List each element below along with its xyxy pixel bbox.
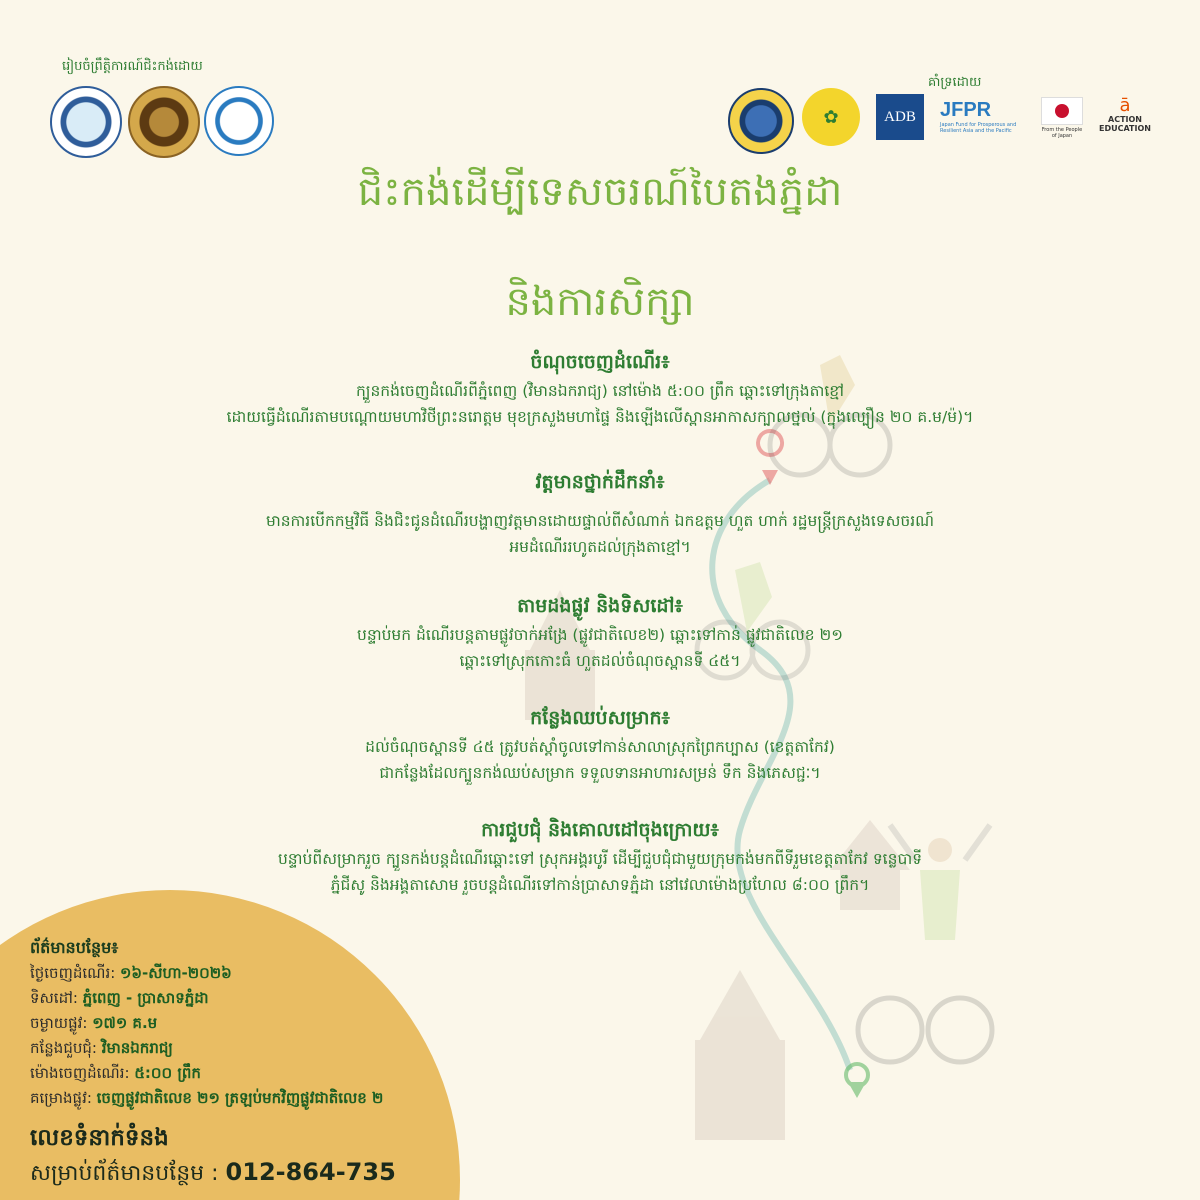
info-value: ១៦-សីហា-២០២៦ (120, 964, 232, 982)
section-leadership (60, 470, 1140, 560)
info-value: ១៧១ គ.ម (92, 1014, 158, 1032)
green-tourism-logo: ✿ (802, 88, 860, 146)
section-line: ភ្នំជីសូ និងអង្គតាសោម រួចបន្តដំណើរទៅកាន់ប្រាសាទភ្នំដា នៅវេលាម៉ោងប្រហែល ៨:០០ ព្រឹក។ (330, 876, 870, 894)
info-label: កន្លែងជួបជុំ: (30, 1039, 102, 1057)
organizer-label: រៀបចំព្រឹត្តិការណ៍ជិះកង់ដោយ (62, 59, 203, 74)
japan-flag-icon (1055, 104, 1069, 118)
section-line: ឆ្ពោះទៅស្រុកកោះធំ ហួតដល់ចំណុចស្ពានទី ៤៥។ (459, 652, 741, 670)
info-title: ព័ត៌មានបន្ថែម៖ (30, 938, 119, 957)
action-education-icon: ā (1119, 95, 1131, 116)
jfpr-logo-text: JFPR (940, 98, 992, 121)
organizer-logo-1 (50, 86, 122, 158)
info-row-meeting-point (30, 1039, 173, 1061)
section-departure (60, 350, 1140, 430)
info-label: ថ្ងៃចេញដំណើរ: (30, 964, 121, 982)
info-row-distance (30, 1014, 157, 1036)
info-value: វិមានឯករាជ្យ (101, 1039, 173, 1057)
info-row-destination (30, 989, 209, 1011)
organizer-logo-3 (204, 86, 274, 156)
section-final-destination (60, 818, 1140, 898)
section-line: ជាកន្លែងដែលក្បួនកង់ឈប់សម្រាក ទទួលទានអាហារសម្រន់ ទឹក និងភេសជ្ជៈ។ (379, 764, 821, 782)
contact-phone[interactable]: 012-864-735 (225, 1158, 396, 1186)
info-row-date (30, 964, 232, 986)
organizer-logo-2 (128, 86, 200, 158)
section-line: មានការបើកកម្មវិធី និងជិះជូនដំណើរបង្ហាញវត្តមានដោយផ្ទាល់ពីសំណាក់ ឯកឧត្តម ហួត ហាក់ រដ្ឋមន្ត្រីក្រសួងទេសចរណ៍ (265, 512, 935, 530)
contact-label: សម្រាប់ព័ត៌មានបន្ថែម : (30, 1161, 219, 1186)
jfpr-logo-subtext: Japan Fund for Prosperous and Resilient Asia and the Pacific (940, 121, 1017, 134)
info-label: ទិសដៅ: (30, 989, 83, 1007)
section-line: ដល់ចំណុចស្ពានទី ៤៥ ត្រូវបត់ស្តាំចូលទៅកាន់សាលាស្រុកព្រៃកប្បាស (ខេត្តតាកែវ) (365, 738, 835, 756)
action-education-logo (1096, 90, 1154, 140)
info-row-departure-time (30, 1064, 201, 1086)
contact-line (30, 1158, 396, 1191)
page-title-line-2: និងការសិក្សា (505, 279, 695, 325)
action-education-text: ACTION EDUCATION (1099, 115, 1151, 133)
section-line: បន្ទាប់មក ដំណើរបន្តតាមផ្លូវចាក់អង្រែ (ផ្លូវជាតិលេខ២) ឆ្ពោះទៅកាន់ ផ្លូវជាតិលេខ ២១ (357, 626, 843, 644)
sponsor-label: គាំទ្រដោយ (928, 75, 982, 90)
info-label: ចម្ងាយផ្លូវ: (30, 1014, 93, 1032)
location-pin-icon (846, 1064, 868, 1098)
section-heading: តាមដងផ្លូវ និងទិសដៅ៖ (517, 595, 683, 617)
section-heading: កន្លែងឈប់សម្រាក៖ (530, 707, 670, 729)
japan-flag-caption: From the People of Japan (1041, 127, 1083, 139)
section-line: បន្ទាប់ពីសម្រាករួច ក្បួនកង់បន្តដំណើរឆ្ពោះទៅ ស្រុកអង្គរបូរី ដើម្បីជួបជុំជាមួយក្រុមកង់មកពីទីរួមខេត្តតាកែវ ទន្លេបាទី (277, 850, 923, 868)
info-label: គម្រោងផ្លូវ: (30, 1089, 97, 1107)
jfpr-logo (940, 94, 1022, 138)
info-value: ៥:០០ ព្រឹក (134, 1064, 201, 1082)
temple-icon (695, 970, 785, 1140)
adb-logo (876, 94, 924, 140)
section-line: អមដំណើររហូតដល់ក្រុងតាខ្មៅ។ (509, 538, 691, 556)
japan-flag-logo (1040, 96, 1084, 140)
ministry-of-tourism-logo (728, 88, 794, 154)
page-title-line-1: ជិះកង់ដើម្បីទេសចរណ៍បៃតងភ្នំដា (357, 169, 843, 215)
info-label: ម៉ោងចេញដំណើរ: (30, 1064, 135, 1082)
section-line: ដោយធ្វើដំណើរតាមបណ្តោយមហាវិថីព្រះនរោត្តម មុខក្រសួងមហាផ្ទៃ និងឡើងលើស្ពានអាកាសក្បាលថ្នល់ (ក្នុងល្បឿន ២០ គ.ម/ម៉)។ (226, 408, 974, 426)
info-value: ចេញផ្លូវជាតិលេខ ២១ ត្រឡប់មកវិញផ្លូវជាតិលេខ ២ (96, 1089, 384, 1107)
section-heading: វត្តមានថ្នាក់ដឹកនាំ៖ (535, 471, 665, 493)
adb-logo-text: ADB (884, 108, 916, 125)
section-route (60, 594, 1140, 674)
info-row-route-plan (30, 1089, 383, 1111)
section-heading: ការជួបជុំ និងគោលដៅចុងក្រោយ៖ (481, 819, 719, 841)
info-value: ភ្នំពេញ - ប្រាសាទភ្នំដា (82, 989, 209, 1007)
section-heading: ចំណុចចេញដំណើរ៖ (530, 351, 670, 373)
section-rest-stop (60, 706, 1140, 786)
section-line: ក្បួនកង់ចេញដំណើរពីភ្នំពេញ (វិមានឯករាជ្យ) នៅម៉ោង ៥:០០ ព្រឹក ឆ្ពោះទៅក្រុងតាខ្មៅ (355, 382, 845, 400)
contact-title: លេខទំនាក់ទំនង (30, 1125, 169, 1151)
